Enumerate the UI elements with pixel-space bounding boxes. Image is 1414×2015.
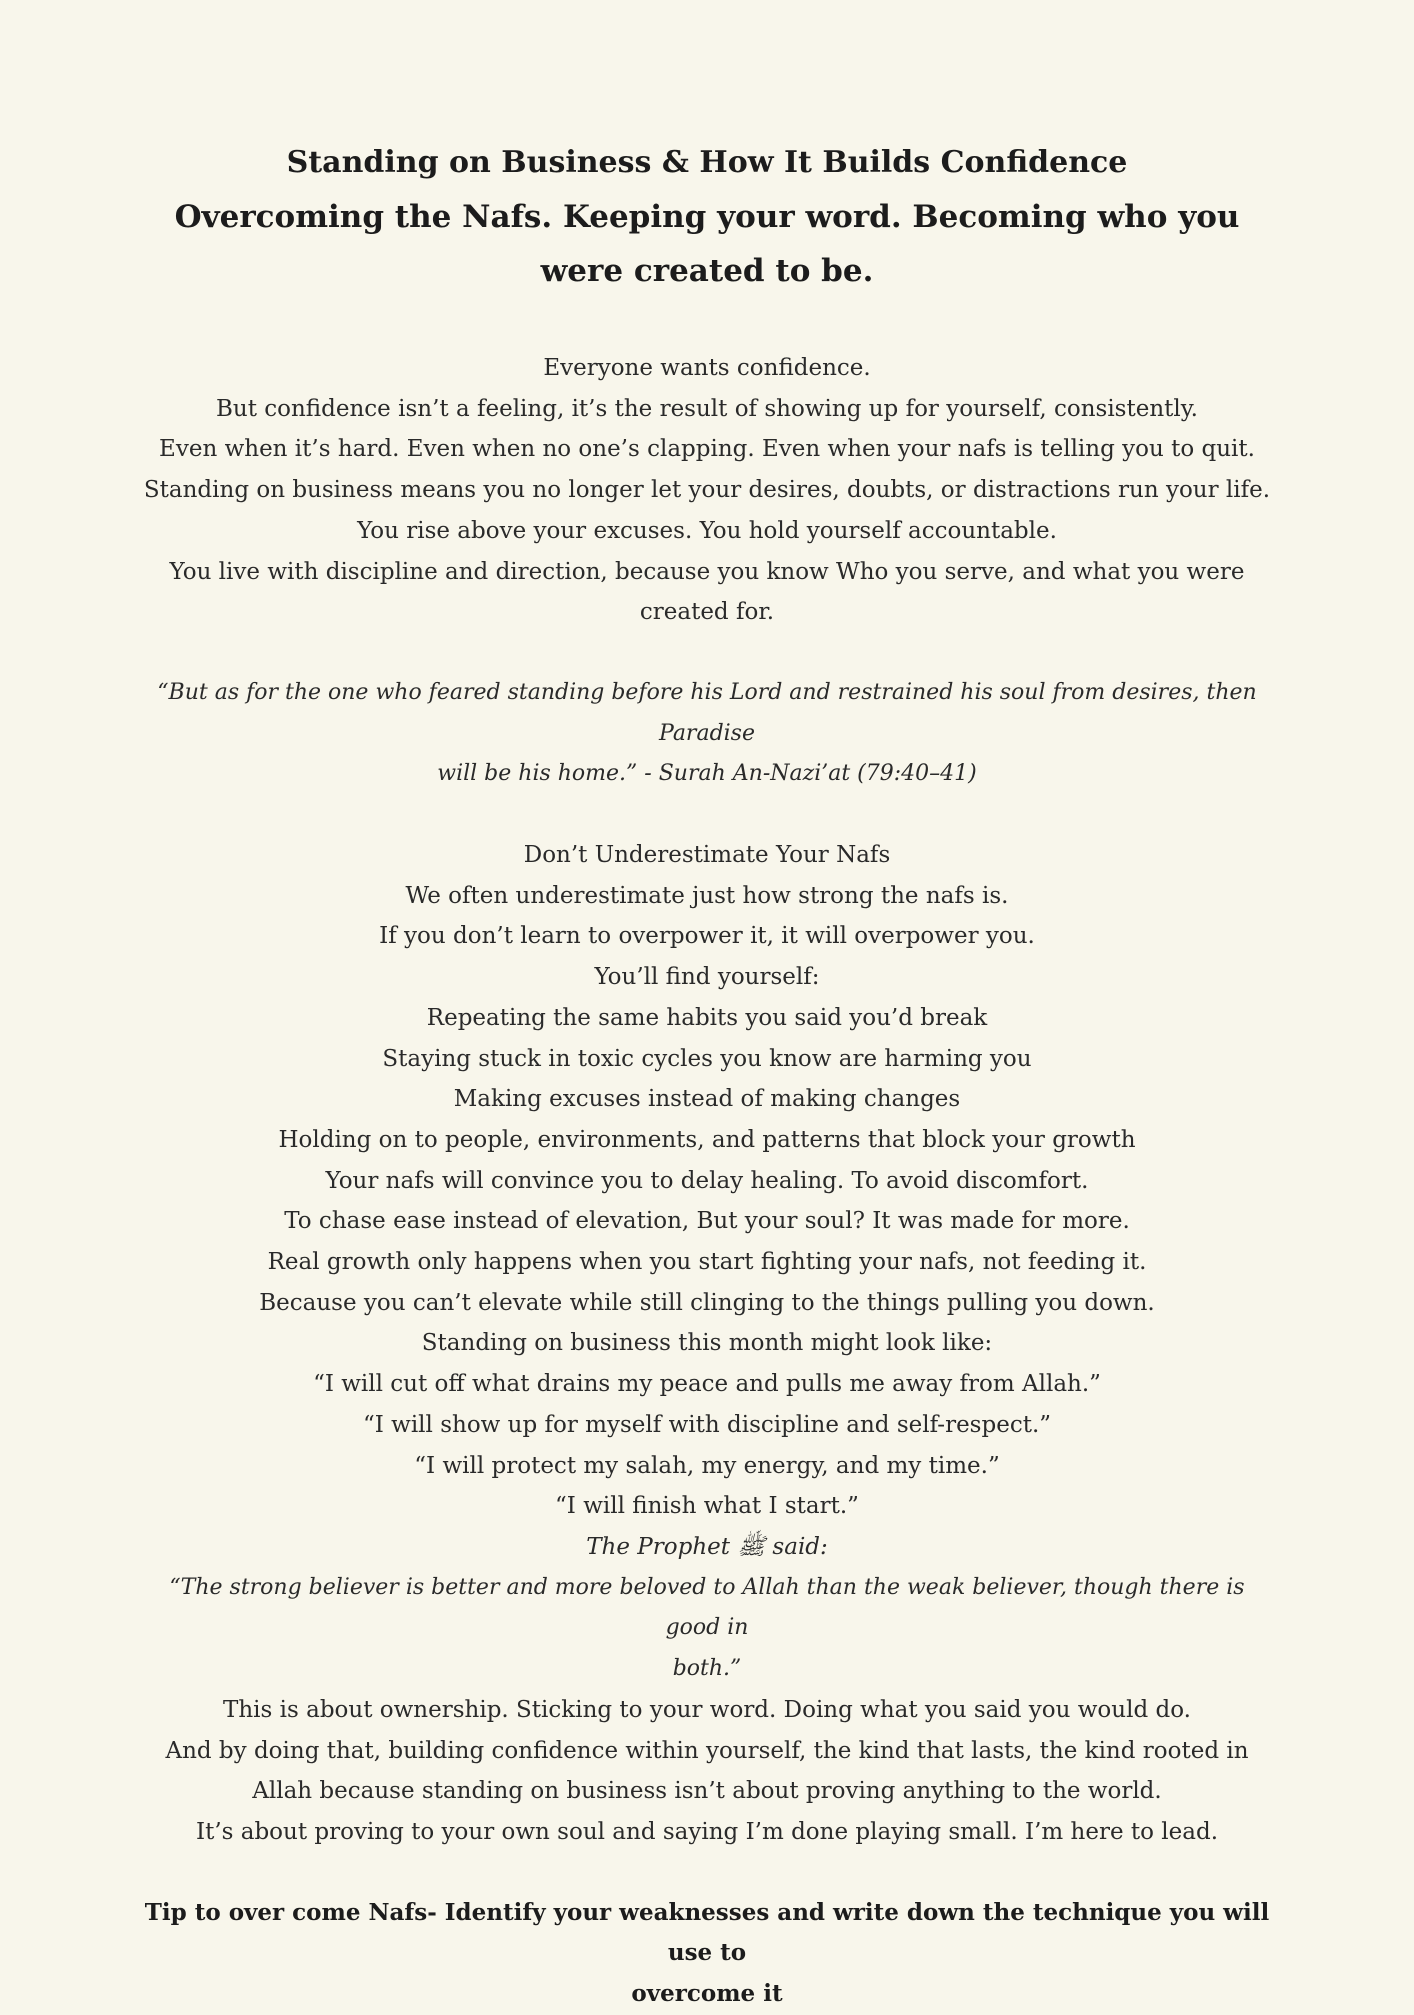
nafs-line: To chase ease instead of elevation, But your soul? It was made for more.	[284, 1208, 1130, 1235]
nafs-line: “I will show up for myself with discipline and self-respect.”	[362, 1411, 1052, 1438]
nafs-line: We often underestimate just how strong the nafs is.	[405, 882, 1009, 909]
nafs-heading: Don’t Underestimate Your Nafs	[523, 842, 891, 869]
page-subtitle: Overcoming the Nafs. Keeping your word. Becoming who you were created to be.	[174, 199, 1240, 289]
intro-line: You rise above your excuses. You hold yourself accountable.	[357, 517, 1057, 544]
nafs-line: You’ll find yourself:	[594, 964, 820, 991]
tip-section	[140, 1893, 1274, 2015]
nafs-line: Standing on business this month might look like:	[421, 1330, 993, 1357]
nafs-line: Making excuses instead of making changes	[453, 1086, 961, 1113]
title-block	[140, 136, 1274, 298]
tip-line: Tip to over come Nafs- Identify your weaknesses and write down the technique you will use to	[144, 1898, 1270, 1967]
hadith-intro: The Prophet ﷺ said:	[586, 1533, 828, 1560]
nafs-line: Because you can’t elevate while still clinging to the things pulling you down.	[259, 1289, 1155, 1316]
intro-section	[140, 348, 1274, 633]
intro-line: created for.	[639, 599, 775, 626]
quran-quote	[140, 673, 1274, 795]
intro-line: But confidence isn’t a feeling, it’s the result of showing up for yourself, consistently.	[216, 395, 1198, 422]
nafs-line: Repeating the same habits you said you’d break	[426, 1004, 988, 1031]
intro-line: Everyone wants confidence.	[543, 355, 871, 381]
nafs-line: Staying stuck in toxic cycles you know are harming you	[382, 1045, 1032, 1072]
nafs-line: Your nafs will convince you to delay healing. To avoid discomfort.	[325, 1167, 1089, 1194]
hadith-line: “The strong believer is better and more beloved to Allah than the weak believer, though there is good in	[169, 1574, 1245, 1641]
quote-line: “But as for the one who feared standing before his Lord and restrained his soul from desires, then Paradise	[157, 679, 1257, 746]
nafs-line: Holding on to people, environments, and patterns that block your growth	[278, 1126, 1136, 1153]
nafs-section	[140, 835, 1274, 1853]
hadith-line: both.”	[672, 1656, 742, 1682]
nafs-line: “I will protect my salah, my energy, and my time.”	[414, 1452, 1000, 1479]
nafs-line: If you don’t learn to overpower it, it will overpower you.	[379, 923, 1035, 950]
nafs-line: “I will finish what I start.”	[555, 1493, 859, 1520]
quote-line: will be his home.” - Surah An-Nazi’at (79:40–41)	[437, 761, 977, 787]
closing-line: It’s about proving to your own soul and saying I’m done playing small. I’m here to lead.	[195, 1818, 1219, 1845]
intro-line: You live with discipline and direction, because you know Who you serve, and what you were	[169, 558, 1245, 585]
closing-line: And by doing that, building confidence within yourself, the kind that lasts, the kind rooted in	[165, 1737, 1249, 1764]
tip-line: overcome it	[631, 1980, 783, 2008]
nafs-line: “I will cut off what drains my peace and pulls me away from Allah.”	[313, 1371, 1101, 1398]
intro-line: Even when it’s hard. Even when no one’s clapping. Even when your nafs is telling you to quit.	[159, 436, 1255, 463]
nafs-line: Real growth only happens when you start fighting your nafs, not feeding it.	[267, 1249, 1147, 1276]
intro-line: Standing on business means you no longer let your desires, doubts, or distractions run your life.	[143, 477, 1271, 504]
page-title: Standing on Business & How It Builds Confidence	[286, 145, 1128, 180]
closing-line: Allah because standing on business isn’t about proving anything to the world.	[252, 1778, 1162, 1805]
closing-line: This is about ownership. Sticking to your word. Doing what you said you would do.	[223, 1696, 1191, 1723]
